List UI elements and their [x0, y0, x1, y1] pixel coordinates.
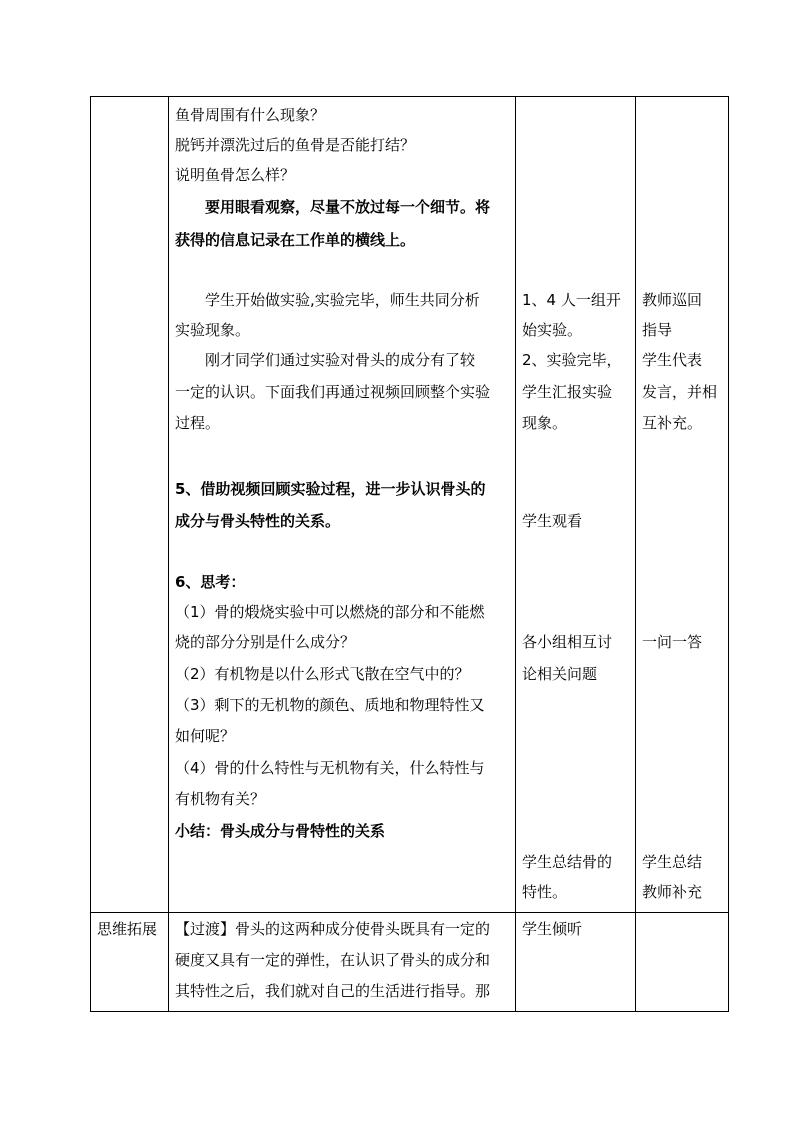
think-title: 6、思考： — [175, 573, 246, 591]
teacher-summary-line: 学生总结 — [642, 853, 703, 871]
stage-label: 思维拓展 — [97, 920, 158, 938]
teacher-summary-line: 教师补充 — [642, 883, 703, 901]
student-activity-line: 1、4 人一组开 — [522, 291, 621, 309]
recall-line: 刚才同学们通过实验对骨头的成分有了较 — [205, 351, 476, 369]
student-watch-line: 学生观看 — [522, 512, 583, 530]
think-line: （3）剩下的无机物的颜色、质地和物理特性又 — [175, 696, 485, 714]
stage-cell — [91, 913, 169, 1012]
think-line: （2）有机物是以什么形式飞散在空气中的？ — [175, 665, 470, 683]
question-line: 鱼骨周围有什么现象？ — [175, 106, 326, 124]
video-review-line: 成分与骨头特性的关系。 — [175, 512, 341, 530]
content-cell — [169, 97, 516, 913]
student-listen-line: 学生倾听 — [522, 920, 583, 938]
lesson-plan-table — [90, 96, 729, 1012]
content-line: 【过渡】骨头的这两种成分使骨头既具有一定的 — [175, 920, 491, 938]
think-line: 如何呢？ — [175, 727, 236, 745]
think-line: 烧的部分分别是什么成分？ — [175, 633, 356, 651]
student-activity-cell — [516, 913, 636, 1012]
student-activity-line: 学生汇报实验 — [522, 383, 613, 401]
content-cell — [169, 913, 516, 1012]
teacher-activity-line: 发言，并相 — [642, 383, 718, 401]
student-activity-line: 始实验。 — [522, 321, 583, 339]
summary-line: 小结：骨头成分与骨特性的关系 — [175, 822, 386, 840]
student-discuss-line: 论相关问题 — [522, 665, 598, 683]
student-activity-line: 现象。 — [522, 414, 568, 432]
teacher-activity-line: 互补充。 — [642, 414, 703, 432]
experiment-start-line: 学生开始做实验,实验完毕，师生共同分析 — [205, 291, 480, 309]
student-activity-line: 2、实验完毕， — [522, 351, 622, 369]
teacher-activity-line: 学生代表 — [642, 351, 703, 369]
student-summary-line: 特性。 — [522, 883, 568, 901]
observe-instruction-line: 获得的信息记录在工作单的横线上。 — [175, 231, 416, 249]
teacher-qa-line: 一问一答 — [642, 633, 703, 651]
table-row — [91, 913, 729, 1012]
recall-line: 一定的认识。下面我们再通过视频回顾整个实验 — [175, 383, 491, 401]
teacher-activity-line: 教师巡回 — [642, 291, 703, 309]
table-row — [91, 97, 729, 913]
content-line: 硬度又具有一定的弹性，在认识了骨头的成分和 — [175, 951, 491, 969]
question-line: 脱钙并漂洗过后的鱼骨是否能打结？ — [175, 136, 416, 154]
think-line: 有机物有关？ — [175, 790, 266, 808]
experiment-start-line: 实验现象。 — [175, 321, 251, 339]
teacher-activity-line: 指导 — [642, 321, 673, 339]
student-summary-line: 学生总结骨的 — [522, 853, 613, 871]
teacher-activity-cell — [636, 913, 729, 1012]
teacher-activity-cell — [636, 97, 729, 913]
think-line: （4）骨的什么特性与无机物有关，什么特性与 — [175, 759, 485, 777]
observe-instruction-line: 要用眼看观察，尽量不放过每一个细节。将 — [205, 198, 491, 216]
question-line: 说明鱼骨怎么样？ — [175, 166, 296, 184]
video-review-line: 5、借助视频回顾实验过程，进一步认识骨头的 — [175, 480, 486, 498]
student-activity-cell — [516, 97, 636, 913]
recall-line: 过程。 — [175, 414, 221, 432]
student-discuss-line: 各小组相互讨 — [522, 633, 613, 651]
think-line: （1）骨的煅烧实验中可以燃烧的部分和不能燃 — [175, 603, 485, 621]
stage-cell — [91, 97, 169, 913]
content-line: 其特性之后，我们就对自己的生活进行指导。那 — [175, 982, 491, 1000]
